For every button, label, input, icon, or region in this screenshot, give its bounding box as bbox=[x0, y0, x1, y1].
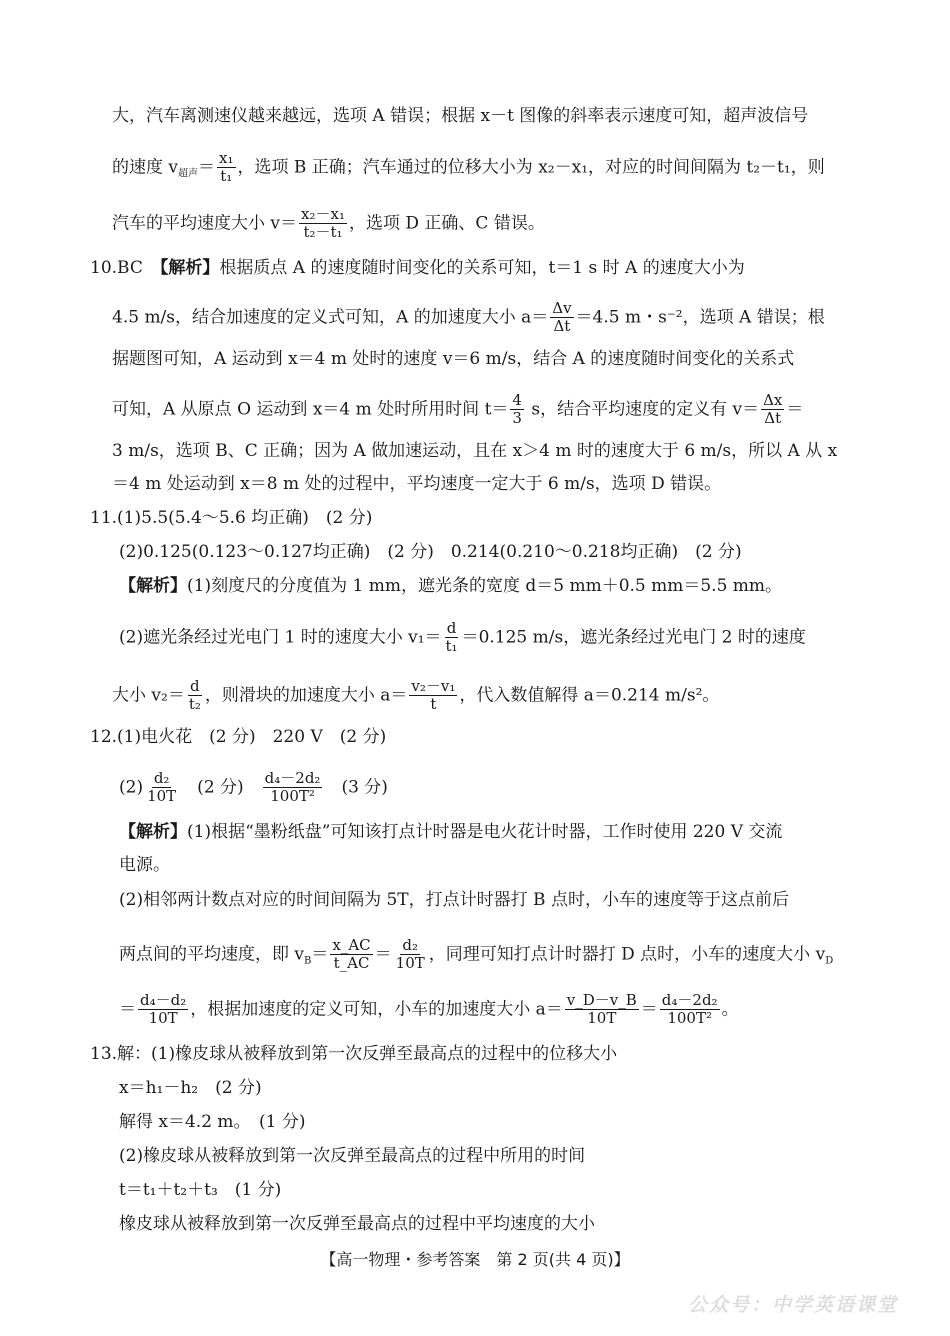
p11-line-3: 【解析】(1)刻度尺的分度值为 1 mm，遮光条的宽度 d＝5 mm＋0.5 mm＝5.5 mm。 bbox=[119, 576, 783, 596]
fraction: $\frac{\text{d₄－2d₂}}{\text{100T²}}$ bbox=[661, 991, 718, 1028]
p10-line-4: 可知，A 从原点 O 运动到 x＝4 m 处时所用时间 t＝ $\frac{4}{3}$ s，结合平均速度的定义有 v＝ $\frac{\Delta x}{\Delta t}$ ＝ bbox=[112, 391, 804, 428]
fraction: $\frac{4}{3}$ bbox=[512, 391, 522, 428]
fraction: $\frac{\Delta v}{\Delta t}$ bbox=[552, 299, 572, 336]
fraction: $\frac{\text{d₂}}{10T}$ bbox=[395, 936, 425, 973]
p11-line-2: (2)0.125(0.123～0.127均正确) (2 分) 0.214(0.210～0.218均正确) (2 分) bbox=[119, 542, 742, 562]
p9-line-1: 大，汽车离测速仪越来越远，选项 A 错误；根据 x－t 图像的斜率表示速度可知，超声波信号 bbox=[112, 106, 809, 126]
p9-line-2: 的速度 $v_{超声}=$ $\frac{\text{x₁}}{\text{t₁}}$ ，选项 B 正确；汽车通过的位移大小为 x₂－x₁，对应的时间间隔为 t₂－t₁，则 bbox=[112, 149, 825, 186]
p9-line-3: 汽车的平均速度大小 v＝ $\frac{\text{x₂－x₁}}{\text{t₂－t₁}}$ ，选项 D 正确、C 错误。 bbox=[112, 205, 545, 242]
p11-line-1: 11.(1)5.5(5.4～5.6 均正确) (2 分) bbox=[90, 508, 373, 528]
p12-line-6: 两点间的平均速度，即 $v_B=$ $\frac{x\_AC}{t\_AC}$ ＝ $\frac{\text{d₂}}{10T}$ ，同理可知打点计时器打 D 点时，小车的速度大小 $v_D$ bbox=[119, 936, 834, 973]
fraction: $\frac{\Delta x}{\Delta t}$ bbox=[763, 391, 783, 428]
fraction: $\frac{\text{d₄－d₂}}{10T}$ bbox=[140, 991, 187, 1028]
fraction: $\frac{x\_AC}{t\_AC}$ bbox=[332, 936, 371, 973]
p13-line-2: x＝h₁－h₂ (2 分) bbox=[119, 1078, 262, 1098]
p12-line-4: 电源。 bbox=[119, 855, 170, 875]
fraction: $\frac{\text{v₂－v₁}}{t}$ bbox=[411, 677, 456, 714]
fraction: $\frac{\text{x₂－x₁}}{\text{t₂－t₁}}$ bbox=[301, 205, 345, 242]
fraction: $\frac{d}{\text{t₁}}$ bbox=[445, 619, 458, 656]
p12-line-3: 【解析】(1)根据“墨粉纸盘”可知该打点计时器是电火花计时器，工作时使用 220 V 交流 bbox=[119, 822, 783, 842]
p13-line-3: 解得 x＝4.2 m。 (1 分) bbox=[119, 1112, 306, 1132]
fraction: $\frac{\text{d₂}}{10T}$ bbox=[147, 769, 177, 806]
p11-line-4: (2)遮光条经过光电门 1 时的速度大小 v₁＝ $\frac{d}{\text{t₁}}$ ＝0.125 m/s，遮光条经过光电门 2 时的速度 bbox=[119, 619, 806, 656]
fraction: $\frac{\text{d₄－2d₂}}{\text{100T²}}$ bbox=[264, 769, 321, 806]
p13-line-4: (2)橡皮球从被释放到第一次反弹至最高点的过程中所用的时间 bbox=[119, 1146, 586, 1166]
p13-line-6: 橡皮球从被释放到第一次反弹至最高点的过程中平均速度的大小 bbox=[119, 1214, 595, 1234]
watermark: 公众号：中学英语课堂 bbox=[687, 1294, 898, 1316]
fraction: $\frac{\text{x₁}}{\text{t₁}}$ bbox=[219, 149, 234, 186]
p12-line-5: (2)相邻两计数点对应的时间间隔为 5T，打点计时器打 B 点时，小车的速度等于这点前后 bbox=[119, 890, 789, 910]
p13-line-5: t＝t₁＋t₂＋t₃ (1 分) bbox=[119, 1180, 282, 1200]
p12-line-1: 12.(1)电火花 (2 分) 220 V (2 分) bbox=[90, 727, 387, 747]
p12-line-7: ＝ $\frac{\text{d₄－d₂}}{10T}$ ，根据加速度的定义可知，小车的加速度大小 a＝ $\frac{v\_D-v\_B}{10T}$ ＝ $\frac{\text{d₄－2d₂}}{\text{100T²}}$ 。 bbox=[119, 991, 739, 1028]
p11-line-5: 大小 v₂＝ $\frac{d}{\text{t₂}}$ ，则滑块的加速度大小 a＝ $\frac{\text{v₂－v₁}}{t}$ ，代入数值解得 a＝0.214 m/s²。 bbox=[112, 677, 720, 714]
p10-line-5: 3 m/s，选项 B、C 正确；因为 A 做加速运动，且在 x＞4 m 时的速度大于 6 m/s，所以 A 从 x bbox=[112, 441, 838, 461]
p10-line-3: 据题图可知，A 运动到 x＝4 m 处时的速度 v＝6 m/s，结合 A 的速度随时间变化的关系式 bbox=[112, 349, 795, 369]
fraction: $\frac{v\_D-v\_B}{10T}$ bbox=[566, 991, 637, 1028]
p13-line-1: 13.解：(1)橡皮球从被释放到第一次反弹至最高点的过程中的位移大小 bbox=[90, 1044, 618, 1064]
p10-line-1: 10.BC 【解析】根据质点 A 的速度随时间变化的关系可知，t＝1 s 时 A 的速度大小为 bbox=[90, 258, 745, 278]
p10-line-6: ＝4 m 处运动到 x＝8 m 处的过程中，平均速度一定大于 6 m/s，选项 D 错误。 bbox=[112, 474, 722, 494]
page-footer: 【高一物理・参考答案 第 2 页(共 4 页)】 bbox=[320, 1250, 630, 1269]
p12-line-2: (2) $\frac{\text{d₂}}{10T}$ (2 分) $\frac{\text{d₄－2d₂}}{\text{100T²}}$ (3 分) bbox=[119, 769, 388, 806]
fraction: $\frac{d}{\text{t₂}}$ bbox=[188, 677, 201, 714]
p10-line-2: 4.5 m/s，结合加速度的定义式可知，A 的加速度大小 a＝ $\frac{\Delta v}{\Delta t}$ ＝4.5 m・s⁻²，选项 A 错误；根 bbox=[112, 299, 825, 336]
